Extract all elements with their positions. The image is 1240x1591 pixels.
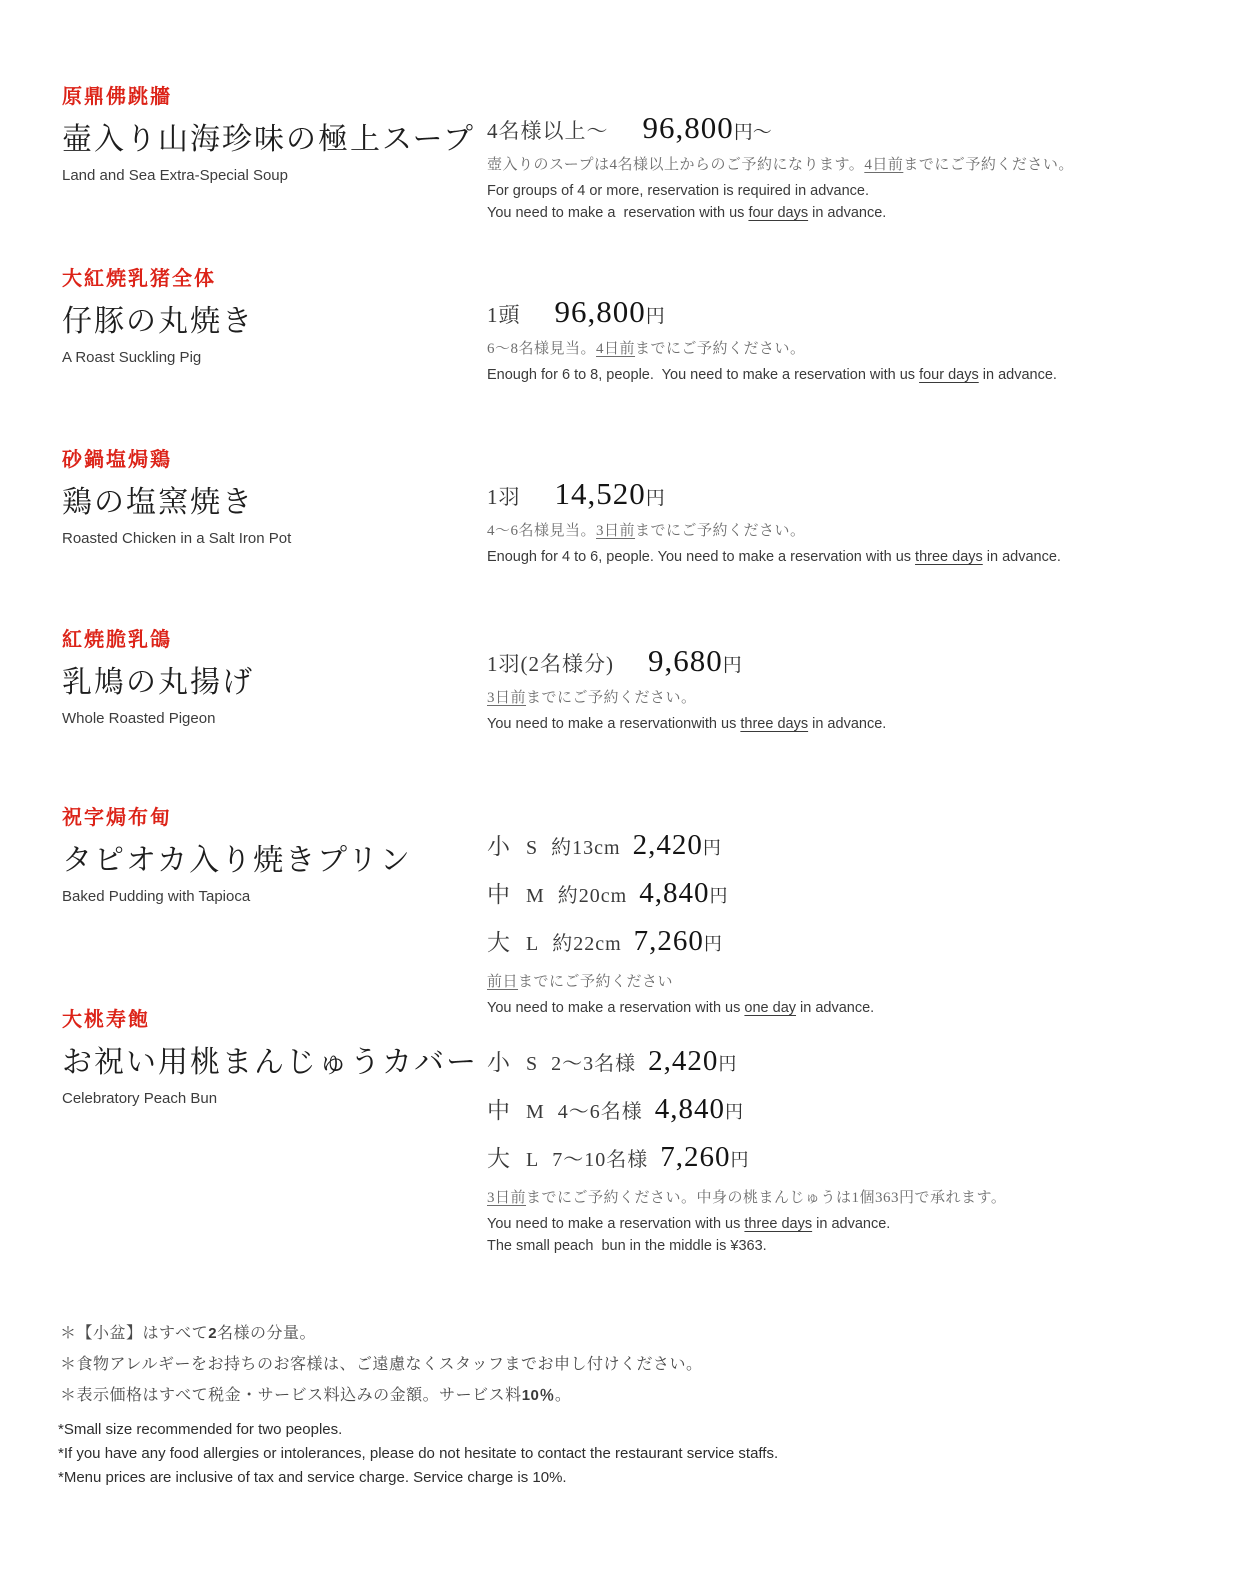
size-row-large (487, 924, 1127, 963)
menu-item-peach-bun-right (487, 1044, 1127, 1257)
size-description: 4～6名様 (557, 1101, 643, 1123)
item-japanese-name: 鶏の塩窯焼き (62, 486, 254, 519)
menu-item-pudding-left (62, 801, 412, 905)
price-amount: 96,800 (554, 294, 646, 329)
en-note-underlined: one day (744, 1000, 797, 1016)
jp-note-underlined: 3日前 (487, 690, 527, 706)
menu-item-peach-bun-left (62, 1003, 478, 1107)
jp-note-underlined: 4日前 (864, 157, 904, 173)
jp-note-text: までにご予約ください。 (526, 690, 697, 706)
jp-reservation-note (487, 155, 1127, 176)
en-reservation-note (487, 364, 1127, 386)
menu-item-pigeon-left (62, 623, 254, 727)
item-english-name: Whole Roasted Pigeon (62, 710, 216, 727)
size-label-en: M (526, 1101, 544, 1123)
price-line (487, 110, 1127, 146)
jp-note-underlined: 前日 (487, 974, 519, 990)
price-amount: 2,420 (632, 829, 703, 861)
footer-jp-note-tax (60, 1382, 702, 1405)
jp-reservation-note (487, 339, 1127, 360)
en-reservation-note (487, 713, 1127, 735)
jp-reservation-note (487, 972, 1127, 993)
jp-note-text: までにご予約ください。中身の桃まんじゅうは1個363円で承れます。 (526, 1190, 1007, 1206)
footer-note-bold: 2 (208, 1325, 218, 1342)
menu-item-soup-right (487, 110, 1127, 224)
price-unit: 円 (709, 886, 728, 906)
price-quantity: 1羽 (487, 485, 521, 509)
footer-jp-note-portion (60, 1320, 702, 1343)
en-note-text: in advance. (982, 549, 1061, 565)
jp-note-underlined: 3日前 (596, 523, 636, 539)
item-chinese-name: 紅焼脆乳鴿 (62, 629, 172, 651)
size-label-en: S (526, 837, 538, 859)
en-note-text: You need to make a reservation with us (487, 1216, 745, 1232)
item-chinese-name: 砂鍋塩焗鶏 (62, 449, 172, 471)
price-unit: 円 (730, 1150, 749, 1170)
en-note-text: You need to make a reservation with us (487, 205, 749, 221)
price-line (487, 643, 1127, 679)
jp-note-text: 4～6名様見当。 (487, 523, 597, 539)
price-unit: 円 (702, 838, 721, 858)
item-japanese-name: 壷入り山海珍味の極上スープ (62, 123, 475, 156)
jp-reservation-note (487, 688, 1127, 709)
footer-en-note-portion: *Small size recommended for two peoples. (58, 1421, 343, 1438)
footer-note-text: 。 (554, 1387, 572, 1404)
en-note-text: You need to make a reservationwith us (487, 716, 741, 732)
size-label-jp: 中 (487, 882, 510, 907)
price-amount: 96,800 (642, 110, 734, 145)
footer-notes-english (58, 1418, 778, 1490)
jp-note-text: までにご予約ください。 (903, 157, 1074, 173)
size-label-jp: 大 (487, 1146, 510, 1171)
jp-note-text: までにご予約ください。 (635, 341, 806, 357)
en-note-text: in advance. (808, 205, 887, 221)
price-unit: 円 (703, 934, 722, 954)
menu-item-suckling-pig-right (487, 294, 1127, 386)
price-unit: 円 (645, 306, 665, 327)
footer-jp-note-allergy (60, 1351, 702, 1374)
en-reservation-note (487, 546, 1087, 568)
item-japanese-name: 仔豚の丸焼き (62, 305, 254, 338)
footer-en-note-allergy: *If you have any food allergies or intolerances, please do not hesitate to contact the restaurant service staffs. (58, 1445, 779, 1462)
price-unit: 円～ (733, 122, 772, 143)
price-amount: 14,520 (554, 476, 646, 511)
price-unit: 円 (725, 1102, 744, 1122)
price-amount: 7,260 (633, 925, 704, 957)
item-english-name: Roasted Chicken in a Salt Iron Pot (62, 530, 292, 547)
item-chinese-name: 原鼎佛跳牆 (62, 86, 172, 108)
price-amount: 4,840 (639, 877, 710, 909)
size-label-jp: 大 (487, 930, 510, 955)
en-reservation-note-2 (487, 202, 1127, 224)
size-row-medium (487, 876, 1127, 915)
en-note-text: in advance. (812, 1216, 891, 1232)
menu-item-pigeon-right (487, 643, 1127, 735)
footer-note-text: 名様の分量。 (217, 1325, 317, 1342)
item-english-name: Baked Pudding with Tapioca (62, 888, 251, 905)
en-note-underlined: three days (740, 716, 809, 732)
size-description: 約13cm (551, 837, 621, 859)
menu-item-suckling-pig-left (62, 262, 254, 366)
item-japanese-name: お祝い用桃まんじゅうカバー (62, 1046, 478, 1079)
price-line (487, 476, 1087, 512)
en-reservation-note-1: For groups of 4 or more, reservation is required in advance. (487, 183, 870, 199)
en-note-text: Enough for 4 to 6, people. You need to make a reservation with us (487, 549, 916, 565)
price-amount: 9,680 (648, 643, 723, 678)
size-label-en: L (526, 933, 539, 955)
jp-reservation-note (487, 521, 1087, 542)
size-row-medium (487, 1092, 1127, 1131)
size-row-small (487, 828, 1127, 867)
size-description: 2～3名様 (551, 1053, 637, 1075)
size-label-en: S (526, 1053, 538, 1075)
size-row-small (487, 1044, 1127, 1083)
jp-note-text: までにご予約ください。 (635, 523, 806, 539)
menu-item-pudding-right (487, 828, 1127, 1019)
size-label-en: M (526, 885, 544, 907)
size-label-jp: 小 (487, 834, 510, 859)
price-amount: 7,260 (660, 1141, 731, 1173)
en-note-underlined: four days (919, 367, 979, 383)
en-note-text: in advance. (978, 367, 1057, 383)
price-quantity: 1頭 (487, 303, 521, 327)
jp-note-text: までにご予約ください (518, 974, 674, 990)
price-unit: 円 (718, 1054, 737, 1074)
price-line (487, 294, 1127, 330)
item-chinese-name: 祝字焗布甸 (62, 807, 172, 829)
jp-note-underlined: 3日前 (487, 1190, 527, 1206)
en-price-detail-note: The small peach bun in the middle is ¥363. (487, 1238, 767, 1254)
footer-en-note-tax: *Menu prices are inclusive of tax and service charge. Service charge is 10%. (58, 1469, 567, 1486)
price-quantity: 4名様以上～ (487, 119, 609, 143)
menu-item-salt-chicken-right (487, 476, 1087, 568)
item-english-name: A Roast Suckling Pig (62, 349, 202, 366)
price-unit: 円 (645, 488, 665, 509)
price-unit: 円 (722, 655, 742, 676)
size-row-large (487, 1140, 1127, 1179)
item-japanese-name: 乳鳩の丸揚げ (62, 666, 254, 699)
size-description: 7～10名様 (552, 1149, 649, 1171)
en-note-text: You need to make a reservation with us (487, 1000, 745, 1016)
jp-note-underlined: 4日前 (596, 341, 636, 357)
size-label-en: L (526, 1149, 539, 1171)
footer-note-bold: 10％ (521, 1387, 555, 1404)
price-amount: 4,840 (654, 1093, 726, 1125)
en-note-text: in advance. (808, 716, 887, 732)
en-note-underlined: three days (744, 1216, 813, 1232)
en-reservation-note (487, 1213, 1127, 1235)
size-description: 約20cm (557, 885, 628, 907)
size-price-table (487, 1044, 1127, 1179)
size-price-table (487, 828, 1127, 963)
price-amount: 2,420 (648, 1045, 719, 1077)
footer-note-text: ＊食物アレルギーをお持ちのお客様は、ご遠慮なくスタッフまでお申し付けください。 (60, 1356, 703, 1373)
footer-note-text: ＊表示価格はすべて税金・サービス料込みの金額。サービス料 (60, 1387, 522, 1404)
jp-note-text: 6～8名様見当。 (487, 341, 597, 357)
jp-reservation-note (487, 1188, 1127, 1209)
en-reservation-note (487, 997, 1127, 1019)
menu-item-salt-chicken-left (62, 443, 291, 547)
footer-note-text: ＊【小盆】はすべて (60, 1325, 209, 1342)
footer-notes-japanese (60, 1320, 702, 1413)
en-note-text: in advance. (796, 1000, 875, 1016)
en-note-text: Enough for 6 to 8, people. You need to make a reservation with us (487, 367, 920, 383)
item-japanese-name: タピオカ入り焼きプリン (62, 844, 412, 877)
item-english-name: Celebratory Peach Bun (62, 1090, 218, 1107)
size-label-jp: 小 (487, 1050, 510, 1075)
item-chinese-name: 大桃寿飽 (62, 1009, 150, 1031)
size-label-jp: 中 (487, 1098, 510, 1123)
size-description: 約22cm (552, 933, 622, 955)
item-chinese-name: 大紅焼乳猪全体 (62, 268, 216, 290)
en-note-underlined: three days (915, 549, 983, 565)
item-english-name: Land and Sea Extra-Special Soup (62, 167, 288, 184)
menu-item-soup-left (62, 80, 475, 184)
price-quantity: 1羽(2名様分) (487, 652, 614, 676)
jp-note-text: 壺入りのスープは4名様以上からのご予約になります。 (487, 157, 865, 173)
en-note-underlined: four days (748, 205, 809, 221)
